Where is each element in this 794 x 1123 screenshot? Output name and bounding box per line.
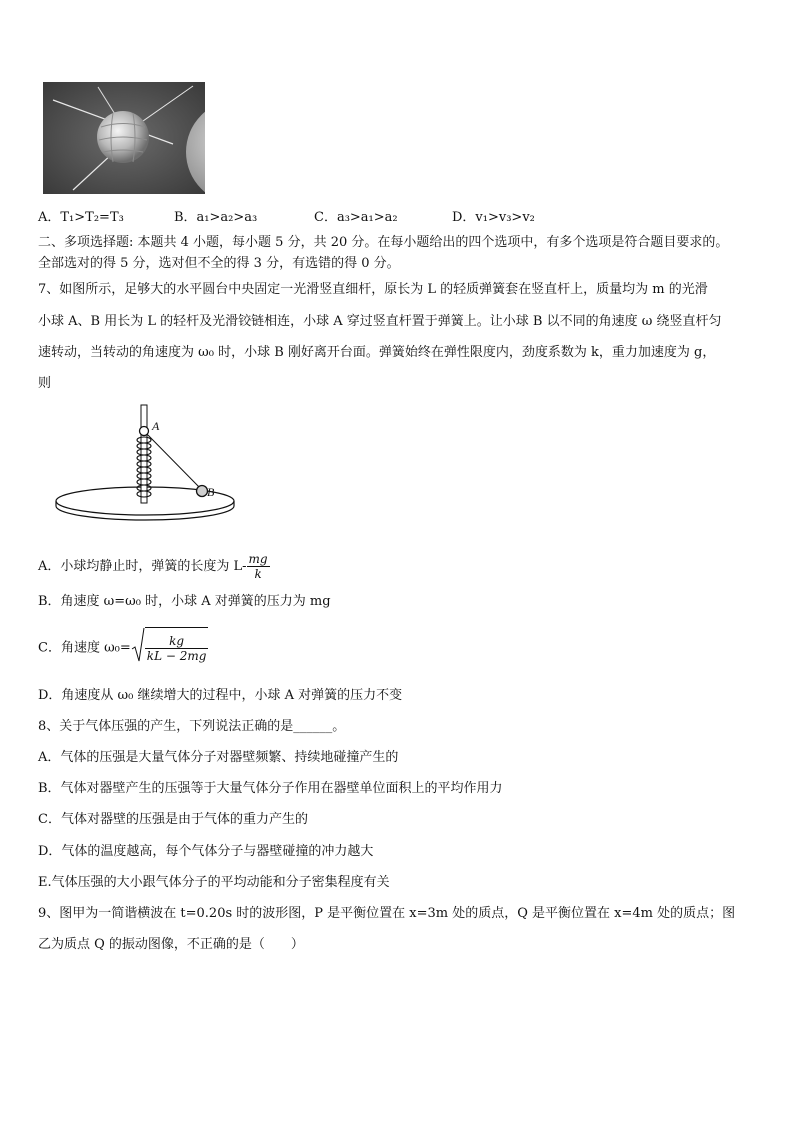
q8-option-e: E.气体压强的大小跟气体分子的平均动能和分子密集程度有关: [38, 875, 390, 890]
fraction-kg-over-kl: [145, 634, 209, 663]
q9-line1: 9、图甲为一简谐横波在 t=0.20s 时的波形图，P 是平衡位置在 x=3m 处的质点，Q 是平衡位置在 x=4m 处的质点；图: [38, 906, 736, 921]
section2-line2: 全部选对的得 5 分，选对但不全的得 3 分，有选错的得 0 分。: [38, 256, 400, 271]
q7-line1: 7、如图所示，足够大的水平圆台中央固定一光滑竖直细杆，原长为 L 的轻质弹簧套在竖直杆上，质量均为 m 的光滑: [38, 282, 708, 297]
q6-options: [38, 206, 768, 226]
q8-option-a: A．气体的压强是大量气体分子对器壁频繁、持续地碰撞产生的: [38, 750, 399, 765]
q7-option-d: D．角速度从 ω₀ 继续增大的过程中，小球 A 对弹簧的压力不变: [38, 688, 403, 703]
q8-stem: 8、关于气体压强的产生，下列说法正确的是______。: [38, 719, 346, 734]
figure-label-b: B: [207, 485, 215, 499]
section2-line1: 二、多项选择题: 本题共 4 小题，每小题 5 分，共 20 分。在每小题给出的四个选项中，有多个选项是符合题目要求的。: [38, 235, 729, 250]
q7-line4: 则: [38, 376, 52, 391]
fraction-numerator: mg: [248, 552, 268, 566]
q9-line2: 乙为质点 Q 的振动图像，不正确的是（ ）: [38, 937, 304, 952]
q7-option-a: [38, 549, 768, 585]
q7-line2: 小球 A、B 用长为 L 的轻杆及光滑铰链相连，小球 A 穿过竖直杆置于弹簧上。让小球 B 以不同的角速度 ω 绕竖直杆匀: [38, 314, 722, 329]
q8-option-c: C．气体对器壁的压强是由于气体的重力产生的: [38, 812, 308, 827]
q8-option-d: D．气体的温度越高，每个气体分子与器壁碰撞的冲力越大: [38, 844, 374, 859]
figure-label-a: A: [152, 419, 160, 433]
satellite-photo: [43, 82, 205, 194]
fraction-mg-over-k: [247, 552, 270, 581]
fraction-denominator: k: [254, 567, 262, 581]
q7-option-b: B．角速度 ω=ω₀ 时，小球 A 对弹簧的压力为 mg: [38, 594, 331, 609]
q6-option-c: C．a₃>a₁>a₂: [314, 210, 398, 225]
fraction-numerator: kg: [145, 634, 209, 649]
square-root: [131, 627, 209, 669]
q7-line3: 速转动，当转动的角速度为 ω₀ 时，小球 B 刚好离开台面。弹簧始终在弹性限度内，劲度系数为 k，重力加速度为 g，: [38, 345, 716, 360]
q7-option-c-text: C．角速度 ω₀=: [38, 640, 131, 656]
q6-option-d: D．v₁>v₃>v₂: [452, 210, 535, 225]
fraction-denominator: kL − 2mg: [146, 649, 207, 663]
q7-option-c: [38, 627, 768, 667]
q6-option-a: A．T₁>T₂=T₃: [38, 210, 124, 225]
spring-rod-figure: [52, 402, 242, 526]
q7-option-a-text: A．小球均静止时，弹簧的长度为 L-: [38, 559, 247, 574]
q8-option-b: B．气体对器壁产生的压强等于大量气体分子作用在器壁单位面积上的平均作用力: [38, 781, 503, 796]
q6-option-b: B．a₁>a₂>a₃: [174, 210, 258, 225]
